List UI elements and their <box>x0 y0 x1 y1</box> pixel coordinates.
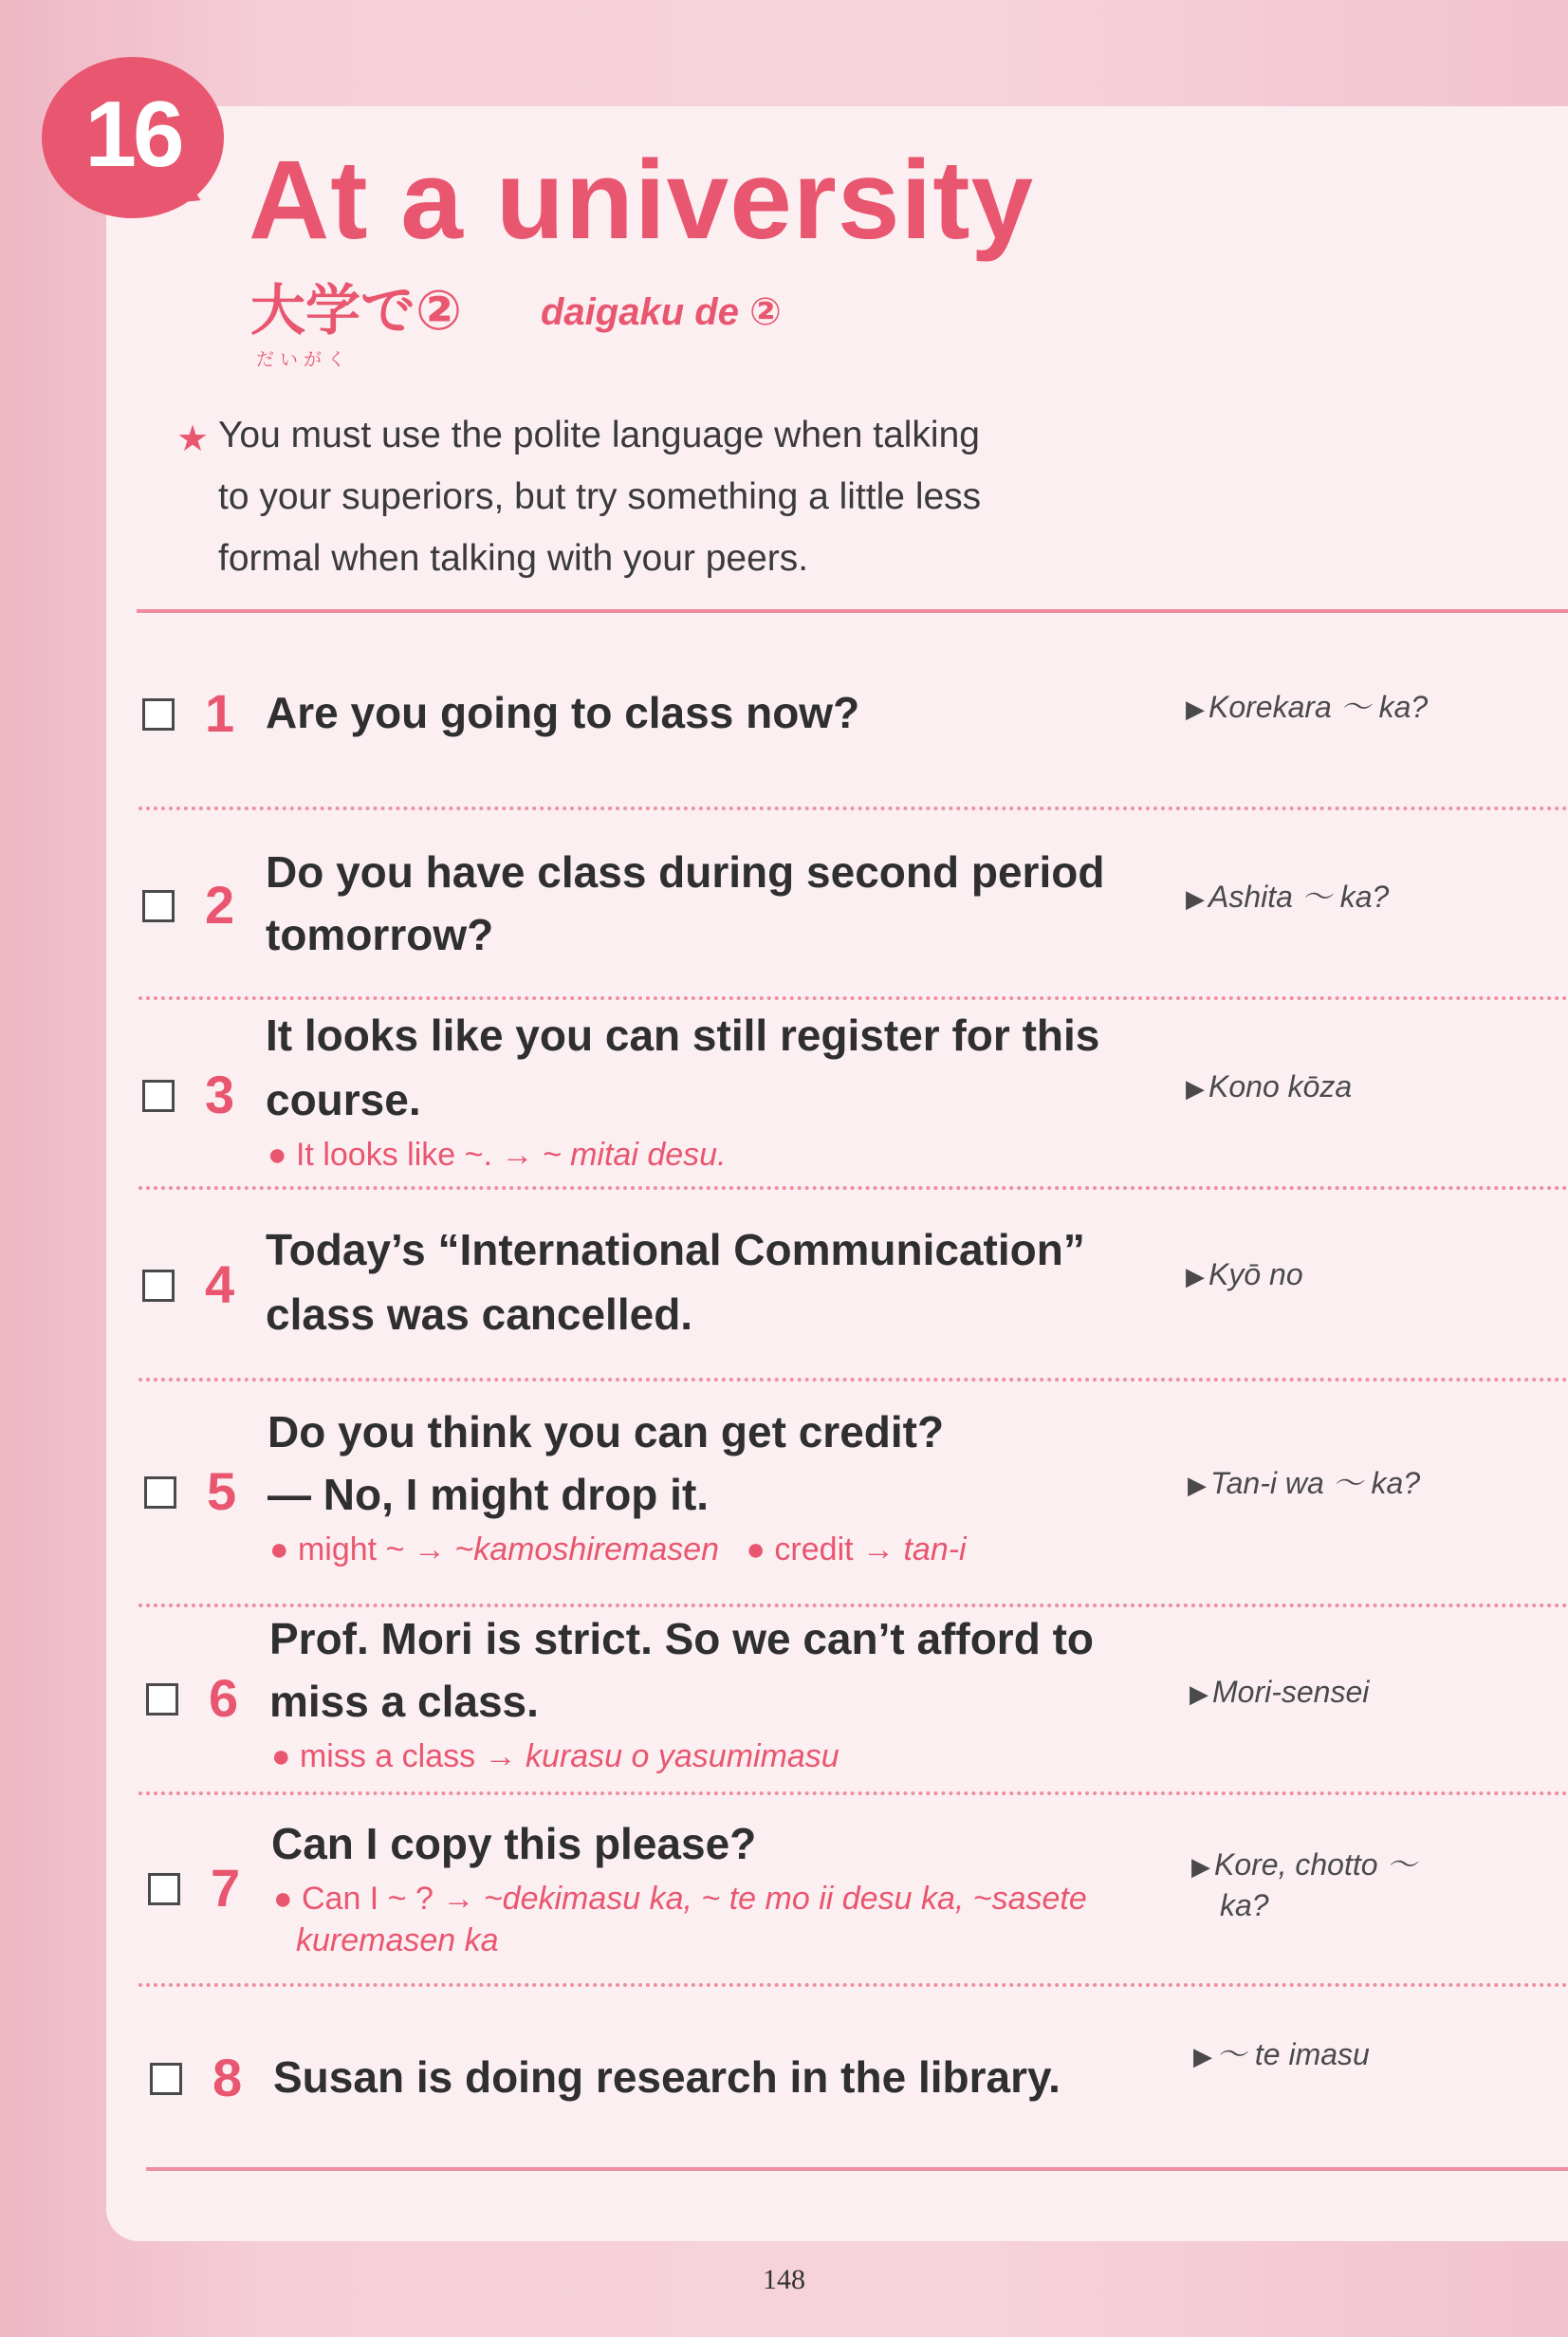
subtitle-romaji: daigaku de ② <box>541 291 782 333</box>
checkbox[interactable] <box>148 1873 180 1905</box>
divider <box>138 807 1568 810</box>
checkbox[interactable] <box>144 1476 176 1509</box>
triangle-right-icon: ▶ <box>1186 1262 1205 1290</box>
checkbox[interactable] <box>150 2063 182 2095</box>
triangle-right-icon: ▶ <box>1186 884 1205 913</box>
item-number: 6 <box>209 1668 239 1728</box>
divider <box>146 2167 1568 2171</box>
usage-note: ● It looks like ~. → ~ mitai desu. <box>267 1137 727 1173</box>
phrase-text: miss a class. <box>269 1677 539 1726</box>
item-number: 2 <box>205 875 235 935</box>
page-number: 148 <box>763 2264 805 2295</box>
phrase-text: Are you going to class now? <box>266 688 860 737</box>
intro-line: You must use the polite language when talking <box>218 415 980 455</box>
hint: ▶ Korekara ～ ka? <box>1186 690 1429 724</box>
divider <box>137 609 1568 613</box>
phrase-text: Today’s “International Communication” <box>266 1225 1085 1274</box>
phrase-text: tomorrow? <box>266 910 494 959</box>
divider <box>138 996 1568 1000</box>
triangle-right-icon: ▶ <box>1193 2042 1212 2070</box>
usage-note: ● miss a class → kurasu o yasumimasu <box>271 1738 839 1774</box>
usage-note: ● Can I ~ ? → ~dekimasu ka, ~ te mo ii desu ka, ~sasete <box>273 1881 1087 1917</box>
divider <box>138 1983 1568 1987</box>
phrase-text: course. <box>266 1075 421 1124</box>
triangle-right-icon: ▶ <box>1190 1679 1208 1708</box>
hint: ▶ ～ te imasu <box>1193 2037 1370 2071</box>
checkbox[interactable] <box>142 890 175 922</box>
phrase-text: Do you have class during second period <box>266 847 1105 897</box>
phrase-text: Susan is doing research in the library. <box>273 2052 1061 2102</box>
intro-line: to your superiors, but try something a little less <box>218 476 982 517</box>
phrase-text: It looks like you can still register for this <box>266 1011 1100 1060</box>
phrase-text: class was cancelled. <box>266 1289 693 1339</box>
item-number: 1 <box>205 683 235 743</box>
item-number: 5 <box>207 1461 237 1521</box>
triangle-right-icon: ▶ <box>1188 1471 1207 1499</box>
subtitle-japanese: 大学で② <box>250 278 463 343</box>
furigana: だいがく <box>256 349 352 370</box>
checkbox[interactable] <box>146 1683 178 1716</box>
phrase-text: Prof. Mori is strict. So we can’t afford to <box>269 1614 1094 1663</box>
triangle-right-icon: ▶ <box>1191 1852 1210 1881</box>
checkbox[interactable] <box>142 698 175 731</box>
divider <box>138 1604 1568 1607</box>
checkbox[interactable] <box>142 1080 175 1112</box>
item-number: 3 <box>205 1065 235 1124</box>
hint: ▶ Kyō no <box>1186 1257 1303 1291</box>
hint: ▶ Kore, chotto ～ ka? <box>1191 1847 1417 1923</box>
divider <box>138 1378 1568 1382</box>
lesson-number: 16 <box>84 82 181 186</box>
triangle-right-icon: ▶ <box>1186 695 1205 723</box>
item-number: 4 <box>205 1254 235 1314</box>
checkbox[interactable] <box>142 1270 175 1302</box>
hint: ▶ Kono kōza <box>1186 1069 1353 1104</box>
hint: ▶ Tan-i wa ～ ka? <box>1188 1466 1421 1500</box>
intro-text <box>176 404 1182 589</box>
item-number: 8 <box>212 2048 243 2107</box>
intro-line: formal when talking with your peers. <box>218 538 809 579</box>
phrase-text: — No, I might drop it. <box>267 1470 710 1519</box>
star-icon: ★ <box>176 419 210 459</box>
divider <box>138 1791 1568 1795</box>
usage-note: ● might ~ → ~kamoshiremasen ● credit → tan-i <box>269 1531 967 1567</box>
divider <box>138 1186 1568 1190</box>
item-number: 7 <box>211 1858 241 1918</box>
page-title: At a university <box>249 138 1035 263</box>
phrase-text: Can I copy this please? <box>271 1819 757 1868</box>
hint: ▶ Mori-sensei <box>1190 1675 1370 1709</box>
triangle-right-icon: ▶ <box>1186 1074 1205 1103</box>
hint: ▶ Ashita ～ ka? <box>1186 880 1390 914</box>
usage-note-continued: kuremasen ka <box>296 1922 499 1958</box>
phrase-text: Do you think you can get credit? <box>267 1407 945 1456</box>
